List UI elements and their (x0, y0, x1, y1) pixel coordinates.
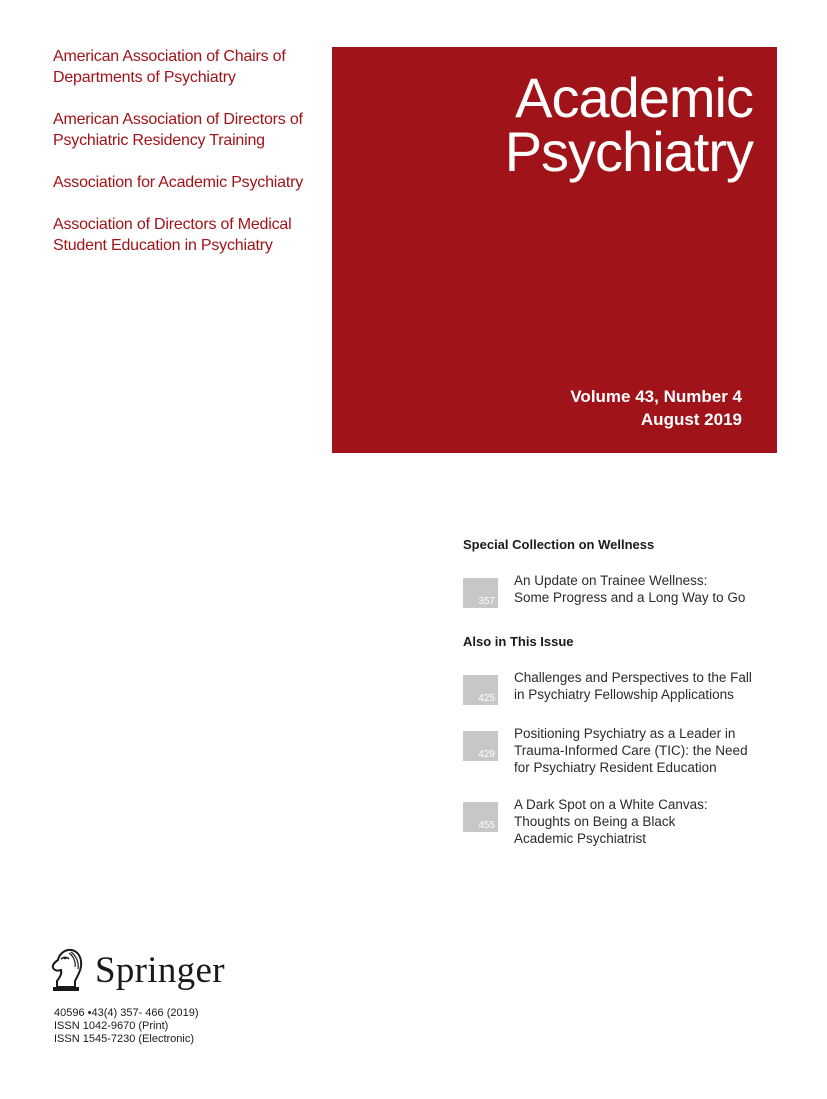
journal-title-line2: Psychiatry (504, 120, 753, 183)
issue-info (570, 385, 742, 431)
toc-entry[interactable] (463, 669, 793, 705)
association-aap: Association for Academic Psychiatry (53, 174, 303, 191)
page-number-box (463, 675, 498, 705)
journal-masthead (332, 47, 777, 453)
article-title: Positioning Psychiatry as a Leader in Trauma-Informed Care (TIC): the Need for Psychiatry Resident Education (514, 726, 748, 775)
toc-entry[interactable] (463, 796, 793, 847)
association-admsep: Association of Directors of Medical Student Education in Psychiatry (53, 216, 292, 254)
page-number-box (463, 731, 498, 761)
association-aadprt: American Association of Directors of Psychiatric Residency Training (53, 111, 303, 149)
toc-entry[interactable] (463, 725, 793, 776)
association-aacdp: American Association of Chairs of Departments of Psychiatry (53, 48, 286, 86)
journal-title (504, 66, 753, 183)
table-of-contents (463, 537, 793, 867)
issn-print: ISSN 1042-9670 (Print) (54, 1020, 169, 1032)
issn-electronic: ISSN 1545-7230 (Electronic) (54, 1033, 195, 1045)
special-collection-heading: Special Collection on Wellness (463, 537, 655, 552)
page-number: 455 (478, 820, 495, 831)
toc-entry[interactable] (463, 572, 793, 608)
associations-list (53, 46, 328, 277)
issue-volume: Volume 43, Number 4 (570, 387, 742, 406)
springer-wordmark: Springer (95, 949, 225, 991)
journal-title-line1: Academic (515, 66, 753, 129)
springer-logo (47, 947, 225, 993)
publication-code: 40596 •43(4) 357- 466 (2019) (54, 1007, 199, 1019)
article-title: An Update on Trainee Wellness: Some Progress and a Long Way to Go (514, 573, 746, 605)
page-number-box (463, 578, 498, 608)
page-number: 429 (478, 749, 495, 760)
page-number: 425 (478, 693, 495, 704)
publication-info (54, 1007, 225, 1046)
also-in-issue-heading: Also in This Issue (463, 634, 574, 649)
article-title: Challenges and Perspectives to the Fall in Psychiatry Fellowship Applications (514, 670, 752, 702)
chess-knight-icon (47, 947, 89, 993)
page-number-box (463, 802, 498, 832)
publisher-block (47, 947, 225, 1046)
page-number: 357 (478, 596, 495, 607)
article-title: A Dark Spot on a White Canvas: Thoughts on Being a Black Academic Psychiatrist (514, 797, 708, 846)
issue-date: August 2019 (640, 410, 742, 429)
